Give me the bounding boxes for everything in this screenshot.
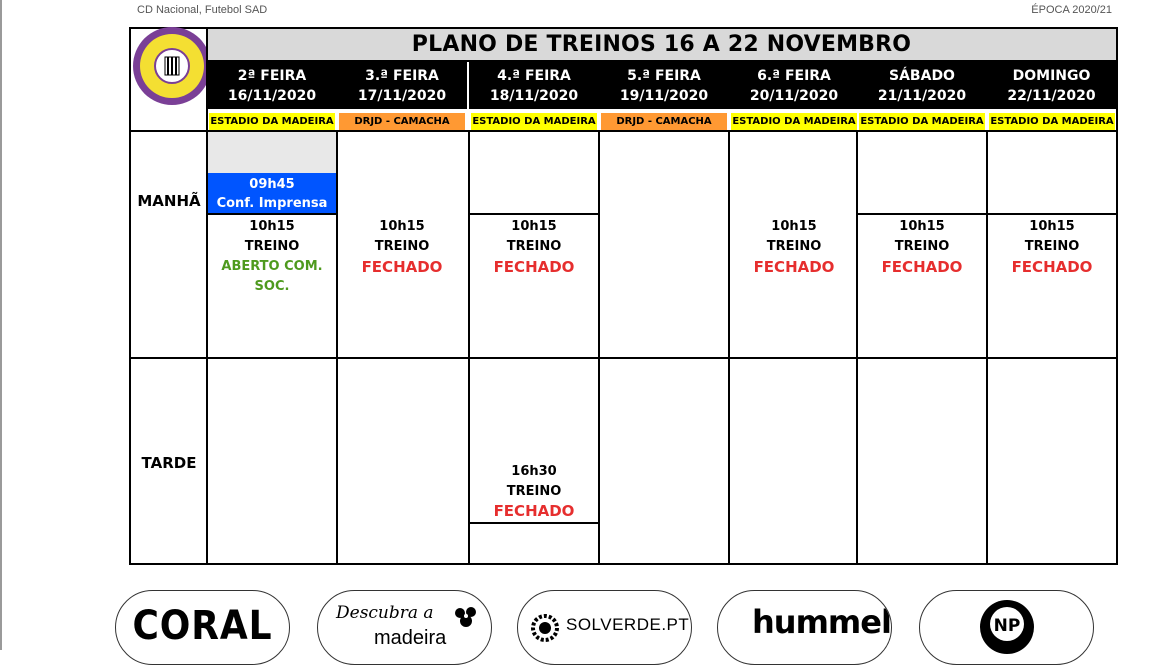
session-time: 10h15: [771, 219, 817, 234]
day-name: 3.ª FEIRA: [365, 68, 439, 84]
location-label: ESTADIO DA MADEIRA: [471, 113, 597, 130]
location-label: ESTADIO DA MADEIRA: [209, 113, 335, 130]
location-label: ESTADIO DA MADEIRA: [731, 113, 857, 130]
coral-logo: CORAL: [132, 603, 273, 649]
club-crest-ring: [140, 34, 204, 98]
press-label: Conf. Imprensa: [216, 196, 328, 211]
grid-line: [336, 130, 338, 563]
day-date: 21/11/2020: [877, 88, 967, 104]
page-left-border: [0, 0, 2, 650]
grid-line: [207, 213, 337, 215]
session-status: FECHADO: [753, 258, 835, 276]
day-header: [857, 62, 987, 109]
day-name: DOMINGO: [1012, 68, 1091, 84]
season-label: ÉPOCA 2020/21: [1031, 4, 1112, 16]
session-time: 10h15: [899, 219, 945, 234]
session-status: FECHADO: [493, 258, 575, 276]
day-header: [987, 62, 1116, 109]
training-plan-table: [129, 27, 1118, 565]
sun-icon: [530, 613, 560, 643]
session-type: TREINO: [894, 239, 950, 254]
session-status: FECHADO: [493, 502, 575, 520]
session-status: FECHADO: [881, 258, 963, 276]
empty-slot: [207, 132, 337, 173]
morning-session: [857, 217, 987, 277]
grid-line: [986, 130, 988, 563]
morning-session: [469, 217, 599, 277]
day-header: [207, 62, 337, 109]
sponsor-np: [919, 590, 1094, 665]
morning-session: [337, 217, 467, 277]
morning-session: [729, 217, 859, 277]
afternoon-row-label: TARDE: [141, 454, 197, 472]
session-type: TREINO: [766, 239, 822, 254]
press-time: 09h45: [249, 177, 295, 192]
session-type: TREINO: [506, 239, 562, 254]
location-label: DRJD - CAMACHA: [601, 113, 727, 130]
session-type: TREINO: [244, 239, 300, 254]
session-time: 10h15: [249, 219, 295, 234]
flower-icon: [452, 605, 480, 631]
day-name: SÁBADO: [889, 68, 955, 84]
madeira-tagline: Descubra a: [336, 603, 434, 623]
club-crest-logo: [133, 27, 211, 105]
grid-line: [469, 213, 599, 215]
session-time: 16h30: [511, 464, 557, 479]
session-time: 10h15: [511, 219, 557, 234]
sponsor-hummel: [717, 590, 892, 665]
grid-line: [131, 130, 1116, 132]
location-label: DRJD - CAMACHA: [339, 113, 465, 130]
location-label: ESTADIO DA MADEIRA: [859, 113, 985, 130]
hummel-logo: hummel: [752, 603, 891, 641]
np-logo-icon: [976, 596, 1038, 658]
press-conference-slot: [207, 173, 337, 213]
day-name: 6.ª FEIRA: [757, 68, 831, 84]
session-status: FECHADO: [361, 258, 443, 276]
day-date: 20/11/2020: [749, 88, 839, 104]
grid-line: [856, 130, 858, 563]
club-crest-shield: [154, 48, 190, 84]
morning-session: [207, 217, 337, 297]
grid-line: [728, 130, 730, 563]
day-header: [599, 62, 729, 109]
sponsor-solverde: [517, 590, 692, 665]
grid-line: [131, 357, 1116, 359]
sponsor-coral: [115, 590, 290, 665]
day-date: 22/11/2020: [1007, 88, 1096, 104]
session-status: ABERTO COM. SOC.: [221, 259, 323, 294]
np-logo-text: NP: [993, 616, 1021, 636]
day-header: [469, 62, 599, 109]
session-status: FECHADO: [1011, 258, 1093, 276]
day-name: 5.ª FEIRA: [627, 68, 701, 84]
day-header: [729, 62, 859, 109]
session-time: 10h15: [379, 219, 425, 234]
plan-title: PLANO DE TREINOS 16 A 22 NOVEMBRO: [207, 29, 1116, 62]
afternoon-session-wednesday: [469, 462, 599, 520]
day-header: [337, 62, 467, 109]
morning-session: [987, 217, 1117, 277]
grid-line: [857, 213, 1116, 215]
day-date: 19/11/2020: [619, 88, 709, 104]
day-date: 17/11/2020: [357, 88, 447, 104]
grid-line: [469, 522, 599, 524]
day-date: 16/11/2020: [227, 88, 317, 104]
madeira-logo: madeira: [374, 627, 447, 649]
day-date: 18/11/2020: [489, 88, 579, 104]
club-name: CD Nacional, Futebol SAD: [137, 4, 268, 16]
session-type: TREINO: [1024, 239, 1080, 254]
morning-row-label: MANHÃ: [137, 192, 201, 210]
session-type: TREINO: [506, 484, 562, 499]
location-label: ESTADIO DA MADEIRA: [989, 113, 1115, 130]
session-time: 10h15: [1029, 219, 1075, 234]
day-name: 2ª FEIRA: [237, 68, 307, 84]
session-type: TREINO: [374, 239, 430, 254]
sponsor-madeira: [317, 590, 492, 665]
day-name: 4.ª FEIRA: [497, 68, 571, 84]
solverde-logo: SOLVERDE.PT: [566, 615, 690, 634]
